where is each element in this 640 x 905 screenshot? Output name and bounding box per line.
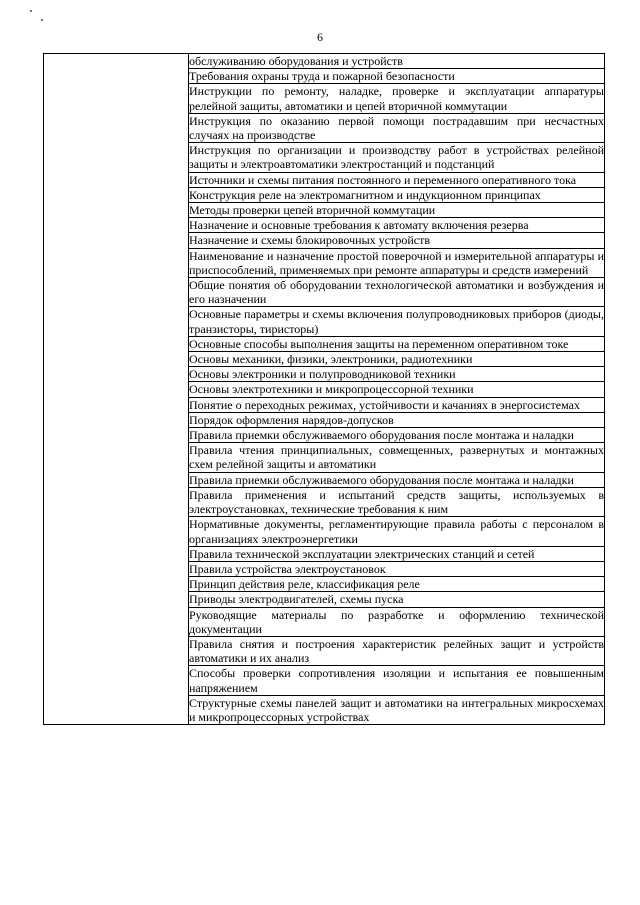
requirement-cell: Основы электроники и полупроводниковой техники: [189, 367, 605, 382]
requirement-cell: Способы проверки сопротивления изоляции и испытания ее повышенным напряжением: [189, 666, 604, 695]
requirement-cell: Инструкции по ремонту, наладке, проверке и эксплуатации аппаратуры релейной защиты, автоматики и цепей вторичной коммутации: [189, 84, 604, 113]
requirement-cell: Основы электротехники и микропроцессорной техники: [189, 382, 605, 397]
requirement-cell: Конструкция реле на электромагнитном и индукционном принципах: [189, 187, 605, 202]
requirement-cell: Руководящие материалы по разработке и оформлению технической документации: [189, 607, 604, 636]
requirement-cell: Правила устройства электроустановок: [189, 561, 605, 576]
requirement-cell: Правила технической эксплуатации электрических станций и сетей: [189, 546, 605, 561]
requirement-cell: Правила снятия и построения характеристик релейных защит и устройств автоматики и их анализ: [189, 636, 604, 666]
requirement-cell: Основные способы выполнения защиты на переменном оперативном токе: [189, 336, 605, 351]
requirement-cell: обслуживанию оборудования и устройств: [189, 54, 605, 69]
requirement-cell: Инструкция по организации и производству работ в устройствах релейной защиты и электроавтоматики электростанций и подстанций: [189, 143, 604, 172]
requirement-cell: Назначение и основные требования к автомату включения резерва: [189, 218, 605, 233]
requirement-cell: Понятие о переходных режимах, устойчивости и качаниях в энергосистемах: [189, 397, 605, 412]
requirement-cell: Общие понятия об оборудовании технологической автоматики и возбуждения и его назначении: [189, 278, 604, 307]
scan-speck: [30, 10, 32, 12]
requirement-cell: Правила чтения принципиальных, совмещенных, развернутых и монтажных схем релейной защиты и автоматики: [189, 443, 604, 472]
table-row: [44, 54, 605, 69]
requirement-cell: Правила приемки обслуживаемого оборудования после монтажа и наладки: [189, 472, 605, 487]
requirement-cell: Инструкция по оказанию первой помощи пострадавшим при несчастных случаях на производстве: [189, 113, 604, 143]
requirement-cell: Требования охраны труда и пожарной безопасности: [189, 69, 605, 84]
requirement-cell: Основные параметры и схемы включения полупроводниковых приборов (диоды, транзисторы, тиристоры): [189, 307, 604, 336]
page-number: 6: [317, 30, 323, 44]
requirement-cell: Наименование и назначение простой поверочной и измерительной аппаратуры и приспособлений, применяемых при ремонте аппаратуры и средств измерений: [189, 248, 604, 277]
requirement-cell: Методы проверки цепей вторичной коммутации: [189, 203, 605, 218]
requirement-cell: Назначение и схемы блокировочных устройств: [189, 233, 605, 248]
requirement-cell: Приводы электродвигателей, схемы пуска: [189, 592, 605, 607]
requirement-cell: Основы механики, физики, электроники, радиотехники: [189, 352, 605, 367]
requirement-cell: Источники и схемы питания постоянного и переменного оперативного тока: [189, 172, 605, 187]
requirement-cell: Структурные схемы панелей защит и автоматики на интегральных микросхемах и микропроцессорных устройствах: [189, 695, 604, 724]
requirement-cell: Порядок оформления нарядов-допусков: [189, 412, 605, 427]
knowledge-requirements-table: [43, 53, 605, 725]
left-column-cell: [44, 54, 189, 725]
requirement-cell: Нормативные документы, регламентирующие правила работы с персоналом в организациях электроэнергетики: [189, 517, 604, 546]
requirement-cell: Принцип действия реле, классификация реле: [189, 577, 605, 592]
scan-speck: [41, 19, 43, 21]
requirement-cell: Правила приемки обслуживаемого оборудования после монтажа и наладки: [189, 428, 605, 443]
requirement-cell: Правила применения и испытаний средств защиты, используемых в электроустановках, технические требования к ним: [189, 487, 604, 517]
table-body: [44, 54, 605, 725]
